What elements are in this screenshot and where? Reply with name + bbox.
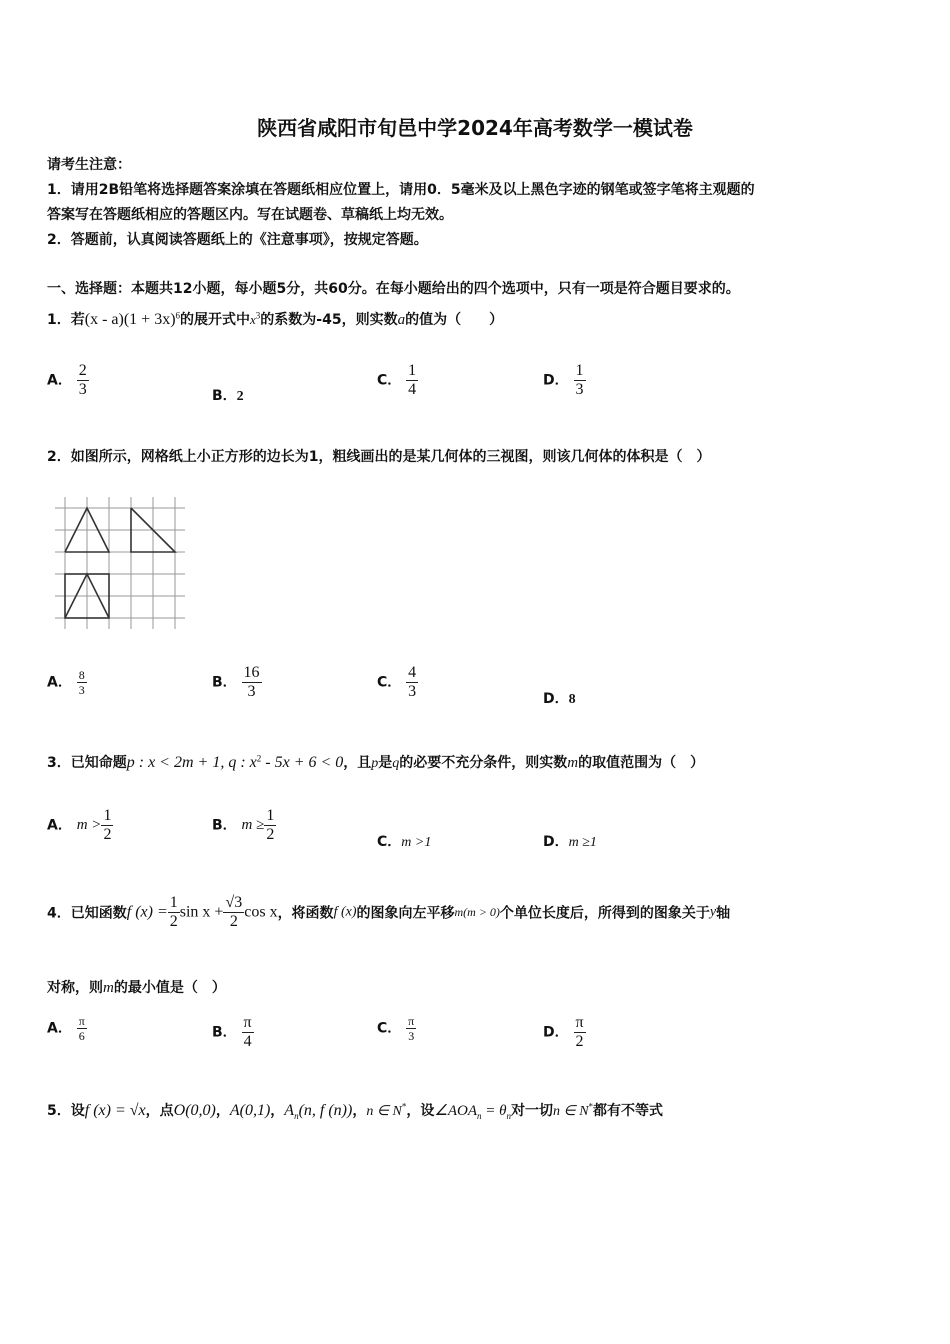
fraction: $\frac{1}{2}$ (103, 807, 112, 843)
fraction: $\frac{\pi}{4}$ (243, 1014, 252, 1050)
q1-option-d[interactable]: D． $\frac{1}{3}$ (543, 362, 584, 398)
q3-option-d[interactable]: D．m ≥1 (543, 834, 597, 850)
question-1 (47, 309, 503, 329)
q1-exp: 6 (175, 310, 181, 321)
q1-expr: (x - a)(1 + 3x) (84, 311, 176, 328)
grid-lines (55, 497, 185, 629)
question-4: 4．已知函数f (x) = $\frac{1}{2}$ sin x + $\frac{√3}{2}$ cos x，将函数f (x)的图象向左平移m(m > 0)个单位长度后，所得到的图象关于y轴 (47, 894, 731, 930)
three-view-figure (55, 497, 185, 629)
fraction: $\frac{8}{3}$ (78, 668, 85, 697)
q1-suffix: 的系数为-45，则实数 (260, 312, 398, 328)
q3-option-c[interactable]: C．m >1 (377, 834, 432, 850)
fraction: $\frac{2}{3}$ (78, 362, 87, 398)
fraction: $\frac{\pi}{3}$ (408, 1014, 415, 1043)
q2-option-a[interactable]: A． $\frac{8}{3}$ (47, 668, 85, 697)
fraction: $\frac{1}{2}$ (169, 894, 178, 930)
fraction: $\frac{\pi}{6}$ (78, 1014, 85, 1043)
fraction: $\frac{4}{3}$ (408, 664, 417, 700)
q1-option-a[interactable]: A． $\frac{2}{3}$ (47, 362, 87, 398)
q1-mid: 的展开式中 (180, 312, 251, 328)
fraction: $\frac{√3}{2}$ (225, 894, 243, 930)
q3-option-b[interactable]: B． m ≥ $\frac{1}{2}$ (212, 807, 275, 843)
fraction: $\frac{1}{2}$ (266, 807, 275, 843)
q2-option-d[interactable]: D．8 (543, 691, 576, 707)
section-heading: 一、选择题：本题共12小题，每小题5分，共60分。在每小题给出的四个选项中，只有一项是符合题目要求的。 (47, 281, 740, 297)
notice-item-1-cont: 答案写在答题纸相应的答题区内。写在试题卷、草稿纸上均无效。 (47, 207, 453, 223)
q4-option-c[interactable]: C． $\frac{\pi}{3}$ (377, 1014, 415, 1043)
fraction: $\frac{1}{3}$ (575, 362, 584, 398)
q1-var: a (397, 312, 406, 328)
q1-term-exp: 3 (255, 310, 261, 321)
fraction: $\frac{1}{4}$ (408, 362, 417, 398)
fraction: $\frac{16}{3}$ (243, 664, 260, 700)
q4-option-a[interactable]: A． $\frac{\pi}{6}$ (47, 1014, 85, 1043)
q1-option-c[interactable]: C． $\frac{1}{4}$ (377, 362, 417, 398)
page-title: 陕西省咸阳市旬邑中学2024年高考数学一模试卷 (257, 116, 693, 140)
q2-option-b[interactable]: B． $\frac{16}{3}$ (212, 664, 260, 700)
q1-term: x (250, 312, 256, 327)
q3-proposition: p : x < 2m + 1, q : x (126, 754, 257, 771)
q3-option-a[interactable]: A． m > $\frac{1}{2}$ (47, 807, 112, 843)
question-2: 2．如图所示，网格纸上小正方形的边长为1，粗线画出的是某几何体的三视图，则该几何体的体积是（ ） (47, 449, 711, 465)
q4-option-b[interactable]: B． $\frac{\pi}{4}$ (212, 1014, 252, 1050)
question-5: 5．设f (x) = √x，点O(0,0)，A(0,1)，$A_n(n$, f (n))，n ∈ N*，设$\angle AOA_n = \theta_n$对一切n ∈ N*都有不等式 (47, 1101, 664, 1121)
fraction: $\frac{\pi}{2}$ (575, 1014, 584, 1050)
q1-option-b[interactable]: B．2 (212, 388, 244, 404)
q2-option-c[interactable]: C． $\frac{4}{3}$ (377, 664, 417, 700)
notice-item-1: 1．请用2B铅笔将选择题答案涂填在答题纸相应位置上，请用0．5毫米及以上黑色字迹的钢笔或签字笔将主观题的 (47, 182, 755, 198)
q4-option-d[interactable]: D． $\frac{\pi}{2}$ (543, 1014, 584, 1050)
q1-prefix: 1．若 (47, 312, 85, 328)
question-4-cont: 对称，则m的最小值是（ ） (47, 980, 226, 996)
question-3: 3．已知命题p : x < 2m + 1, q : $x^2 - 5x + 6 < 0$，且p是q的必要不充分条件，则实数m的取值范围为（ ） (47, 753, 705, 771)
notice-item-2: 2．答题前，认真阅读答题纸上的《注意事项》，按规定答题。 (47, 232, 428, 248)
q1-end: 的值为（ ） (405, 312, 504, 328)
notice-heading: 请考生注意： (47, 157, 131, 173)
